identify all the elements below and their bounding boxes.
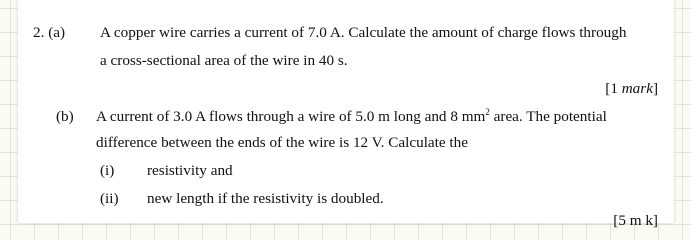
part-b-line1-before: A current of 3.0 A flows through a wire of 5.0 m long and 8 mm [96,108,486,125]
question-number-with-part-a [33,24,65,42]
part-b-text-line-1 [96,108,607,126]
sub-item-ii-label: (ii) [100,190,119,207]
part-b-text-line-2: difference between the ends of the wire is 12 V. Calculate the [96,134,468,151]
part-a-mark [605,80,658,98]
question-number: 2. [33,24,45,41]
sub-item-i-label: (i) [100,162,115,179]
part-a-label: (a) [48,24,66,41]
part-b-line1-superscript: 2 [485,107,490,117]
mark-close: ] [652,80,658,97]
part-b-line1-after: area. The potential [489,108,607,125]
part-a-text-line-1: A copper wire carries a current of 7.0 A. Calculate the amount of charge flows through [100,24,627,41]
mark-open: [1 [605,80,622,97]
part-b-mark-partial: [5 m k] [613,212,658,229]
part-b-label: (b) [56,108,74,125]
question-page [18,0,674,229]
sub-item-i-text: resistivity and [147,162,233,179]
part-a-text-line-2: a cross-sectional area of the wire in 40 s. [100,52,348,69]
sub-item-ii-text: new length if the resistivity is doubled. [147,190,384,207]
mark-word: mark [621,80,653,97]
